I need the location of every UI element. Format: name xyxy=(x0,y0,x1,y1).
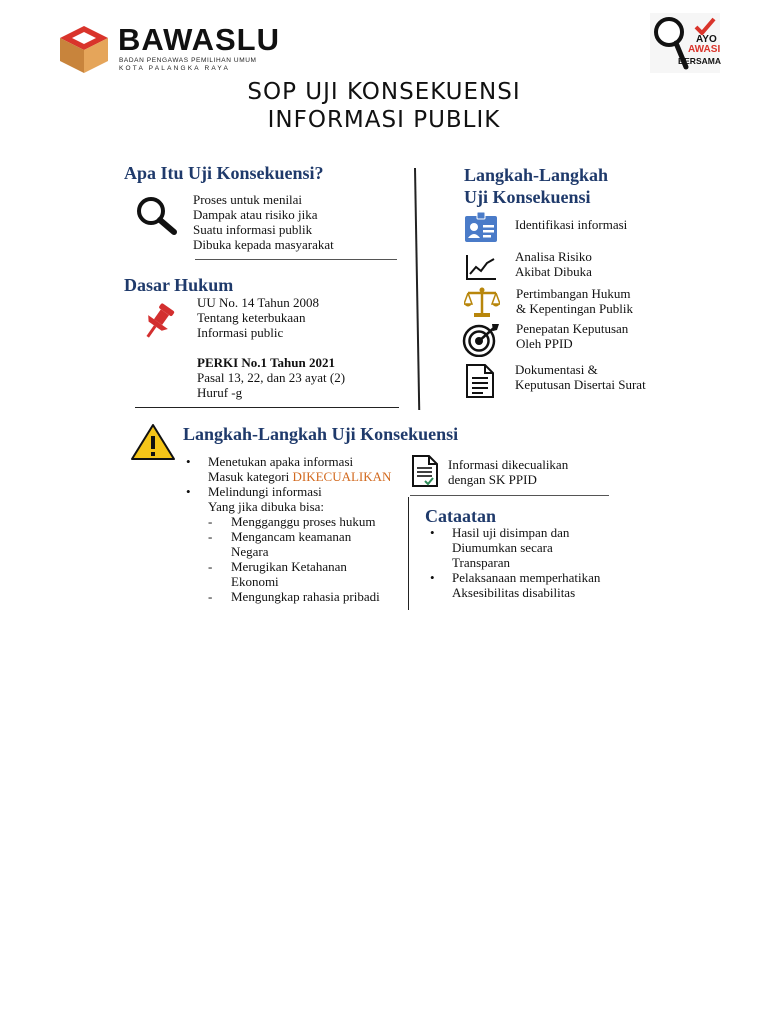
warning-icon xyxy=(130,423,176,461)
dash-item-4 xyxy=(208,589,391,604)
step-3-line-2: & Kepentingan Publik xyxy=(516,301,633,316)
title-line-1: SOP UJI KONSEKUENSI xyxy=(247,79,521,105)
id-card-icon xyxy=(464,211,498,243)
catatan-left-border xyxy=(408,497,409,610)
step-3-text xyxy=(516,286,633,316)
scales-icon xyxy=(464,286,500,318)
step-5-line-1: Dokumentasi & xyxy=(515,362,598,377)
catatan-top-border xyxy=(410,495,609,496)
dash-item-2-line-1: - Mengancam keamanan xyxy=(231,529,352,544)
target-icon xyxy=(462,323,500,357)
dash-item-1 xyxy=(208,514,391,529)
step-3-line-1: Pertimbangan Hukum xyxy=(516,286,631,301)
pushpin-icon xyxy=(137,301,183,341)
dikecualikan-highlight: DIKECUALIKAN xyxy=(292,469,392,484)
catatan-heading: Cataatan xyxy=(425,506,496,526)
catatan-item-2-line-2: Aksesibilitas disabilitas xyxy=(452,585,576,600)
badge-check-icon xyxy=(694,17,716,35)
perki-line-2: Huruf -g xyxy=(197,385,243,400)
document-check-icon xyxy=(411,455,439,487)
sk-ppid-text xyxy=(448,457,568,487)
bullet-1-line-1: • Menetukan apaka informasi xyxy=(208,454,354,469)
bullet-2-line-1: • Melindungi informasi xyxy=(208,484,322,499)
dasar-hukum-heading: Dasar Hukum xyxy=(124,275,234,295)
step-4-text xyxy=(516,321,628,351)
catatan-item-1-line-1: • Hasil uji disimpan dan xyxy=(452,525,570,540)
bullet-1-line-2 xyxy=(184,469,391,484)
badge-line-2: AWASI xyxy=(688,44,721,55)
document-icon xyxy=(465,364,495,398)
dash-item-4-line-1: - Mengungkap rahasia pribadi xyxy=(231,589,380,604)
catatan-item-2-line-1: • Pelaksanaan memperhatikan xyxy=(452,570,601,585)
dash-list xyxy=(184,514,391,604)
step-2-text xyxy=(515,249,592,279)
dash-item-1-line-1: - Mengganggu proses hukum xyxy=(231,514,376,529)
apa-itu-line-4: Dibuka kepada masyarakat xyxy=(193,237,334,252)
dasar-hukum-uu xyxy=(197,295,319,340)
logo-name: BAWASLU xyxy=(118,22,280,57)
magnifier-icon xyxy=(134,195,180,237)
badge-line-3: BERSAMA xyxy=(678,56,721,66)
perki-line-1: Pasal 13, 22, dan 23 ayat (2) xyxy=(197,370,346,385)
catatan-item-1 xyxy=(428,525,600,570)
uu-line-1: UU No. 14 Tahun 2008 xyxy=(197,295,319,310)
apa-itu-heading: Apa Itu Uji Konsekuensi? xyxy=(124,163,324,183)
step-2-line-1: Analisa Risiko xyxy=(515,249,592,264)
dash-item-3-line-1: - Merugikan Ketahanan xyxy=(231,559,347,574)
bullet-1 xyxy=(184,454,391,469)
langkah-right-heading-line-1: Langkah-Langkah xyxy=(464,165,609,185)
perki-title: PERKI No.1 Tahun 2021 xyxy=(197,355,335,370)
step-4-line-1: Penepatan Keputusan xyxy=(516,321,629,336)
divider-dasar-hukum xyxy=(135,407,399,408)
apa-itu-line-3: Suatu informasi publik xyxy=(193,222,313,237)
logo-subtitle-1: BADAN PENGAWAS PEMILIHAN UMUM xyxy=(119,57,257,64)
langkah-bottom-list xyxy=(184,454,391,604)
divider-apa-itu xyxy=(195,259,397,260)
dasar-hukum-perki xyxy=(197,355,345,400)
logo-subtitle-2: KOTA PALANGKA RAYA xyxy=(119,65,231,72)
step-1-line-1: Identifikasi informasi xyxy=(515,217,628,232)
bullet-2-line-2: Yang jika dibuka bisa: xyxy=(208,499,325,514)
step-4-line-2: Oleh PPID xyxy=(516,336,573,351)
sk-line-2: dengan SK PPID xyxy=(448,472,537,487)
langkah-right-heading-line-2: Uji Konsekuensi xyxy=(464,187,591,207)
step-5-text xyxy=(515,362,646,392)
catatan-item-2 xyxy=(428,570,600,600)
bawaslu-logo xyxy=(58,22,280,76)
catatan-item-1-line-2: Diumumkan secara xyxy=(452,540,553,555)
column-divider xyxy=(414,168,420,410)
step-2-line-2: Akibat Dibuka xyxy=(515,264,592,279)
ayo-awasi-badge xyxy=(650,13,720,73)
apa-itu-line-2: Dampak atau risiko jika xyxy=(193,207,318,222)
title-line-2: INFORMASI PUBLIK xyxy=(267,107,501,133)
uu-line-3: Informasi public xyxy=(197,325,284,340)
step-1-text xyxy=(515,217,627,232)
uu-line-2: Tentang keterbukaan xyxy=(197,310,306,325)
step-5-line-2: Keputusan Disertai Surat xyxy=(515,377,646,392)
dash-item-3-line-2: Ekonomi xyxy=(231,574,279,589)
page-title xyxy=(0,78,768,134)
apa-itu-line-1: Proses untuk menilai xyxy=(193,192,303,207)
dash-item-2 xyxy=(208,529,391,559)
langkah-right-heading xyxy=(464,164,608,208)
bawaslu-emblem-icon xyxy=(58,24,110,74)
bullet-1-prefix: Masuk kategori xyxy=(208,469,293,484)
apa-itu-text xyxy=(193,192,334,252)
langkah-bottom-heading: Langkah-Langkah Uji Konsekuensi xyxy=(183,424,459,444)
catatan-item-1-line-3: Transparan xyxy=(452,555,511,570)
dash-item-3 xyxy=(208,559,391,589)
dash-item-2-line-2: Negara xyxy=(231,544,269,559)
line-chart-icon xyxy=(465,253,497,281)
badge-line-1: AYO xyxy=(696,34,717,45)
catatan-list xyxy=(428,525,600,600)
sk-line-1: Informasi dikecualikan xyxy=(448,457,569,472)
bullet-2 xyxy=(184,484,391,499)
